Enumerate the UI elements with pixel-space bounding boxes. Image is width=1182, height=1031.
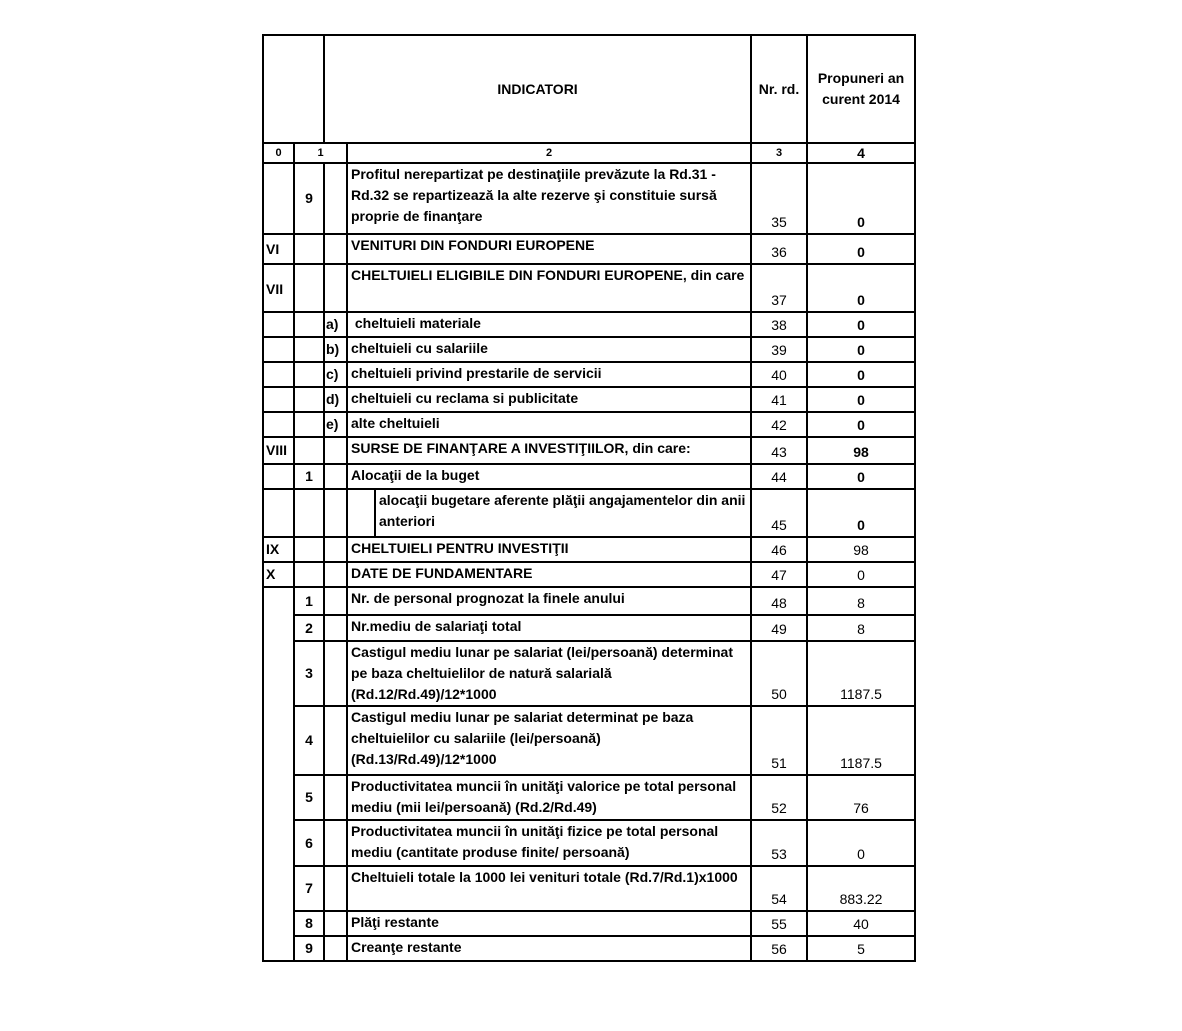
indicator-text: alte cheltuieli: [347, 412, 751, 437]
row-number: 46: [751, 537, 807, 562]
indicator-text: Castigul mediu lunar pe salariat determinat pe baza cheltuielilor cu salariile (lei/persoană) (Rd.13/Rd.49)/12*1000: [347, 706, 751, 775]
header-indicatori: INDICATORI: [324, 35, 751, 143]
row-number: 44: [751, 464, 807, 489]
row-number: 35: [751, 163, 807, 234]
indicator-text: cheltuieli cu reclama si publicitate: [347, 387, 751, 412]
row-number: 52: [751, 775, 807, 820]
roman-cell: [263, 337, 294, 362]
row-value: 0: [807, 562, 915, 587]
table-row: [263, 537, 915, 562]
roman-cell: [263, 163, 294, 234]
letter-cell: [324, 464, 347, 489]
roman-cell: VI: [263, 234, 294, 264]
table-row: [263, 362, 915, 387]
letter-cell: c): [324, 362, 347, 387]
table-row: [263, 387, 915, 412]
row-value: 0: [807, 264, 915, 312]
index-cell: [294, 562, 324, 587]
index-cell: 9: [294, 163, 324, 234]
roman-cell: [263, 464, 294, 489]
table-row: [263, 412, 915, 437]
table-row: [263, 615, 915, 641]
indicator-text: Cheltuieli totale la 1000 lei venituri totale (Rd.7/Rd.1)x1000: [347, 866, 751, 911]
roman-cell: VIII: [263, 437, 294, 464]
table-row: [263, 464, 915, 489]
letter-cell: [324, 820, 347, 866]
letter-cell: [324, 163, 347, 234]
table-row: [263, 775, 915, 820]
letter-cell: [324, 866, 347, 911]
row-value: 883.22: [807, 866, 915, 911]
index-cell: [294, 337, 324, 362]
table-row: [263, 437, 915, 464]
index-cell: [294, 489, 324, 537]
letter-cell: [324, 562, 347, 587]
letter-cell: [324, 489, 347, 537]
indicator-text: Plăţi restante: [347, 911, 751, 936]
index-cell: [294, 437, 324, 464]
indicator-text: VENITURI DIN FONDURI EUROPENE: [347, 234, 751, 264]
row-number: 36: [751, 234, 807, 264]
row-value: 0: [807, 362, 915, 387]
roman-cell: VII: [263, 264, 294, 312]
index-cell: 3: [294, 641, 324, 706]
letter-cell: [324, 936, 347, 961]
table-row: [263, 820, 915, 866]
index-cell: [294, 264, 324, 312]
row-value: 0: [807, 163, 915, 234]
table-row: [263, 264, 915, 312]
row-value: 1187.5: [807, 706, 915, 775]
index-cell: [294, 412, 324, 437]
roman-cell: [263, 387, 294, 412]
index-cell: [294, 362, 324, 387]
indicator-text: Nr.mediu de salariaţi total: [347, 615, 751, 641]
column-index-3: 3: [751, 143, 807, 163]
table-row: [263, 706, 915, 775]
index-cell: 7: [294, 866, 324, 911]
letter-cell: [324, 234, 347, 264]
row-number: 47: [751, 562, 807, 587]
letter-cell: d): [324, 387, 347, 412]
row-value: 8: [807, 587, 915, 615]
row-number: 39: [751, 337, 807, 362]
letter-cell: [324, 264, 347, 312]
index-cell: 1: [294, 587, 324, 615]
letter-cell: [324, 537, 347, 562]
table-row: [263, 641, 915, 706]
indicator-text: alocaţii bugetare aferente plăţii angajamentelor din anii anteriori: [375, 489, 751, 537]
header-blank-cell: [263, 35, 324, 143]
letter-cell: [324, 706, 347, 775]
indicator-text: SURSE DE FINANŢARE A INVESTIŢIILOR, din care:: [347, 437, 751, 464]
indicator-text: Profitul nerepartizat pe destinaţiile prevăzute la Rd.31 - Rd.32 se repartizează la alte rezerve şi constituie sursă proprie de finanţare: [347, 163, 751, 234]
indicator-text: Castigul mediu lunar pe salariat (lei/persoană) determinat pe baza cheltuielilor de natură salarială (Rd.12/Rd.49)/12*1000: [347, 641, 751, 706]
table-row: [263, 337, 915, 362]
letter-cell: [324, 775, 347, 820]
indicator-text: Productivitatea muncii în unităţi fizice pe total personal mediu (cantitate produse finite/ persoană): [347, 820, 751, 866]
roman-cell-span: [263, 587, 294, 961]
index-cell: [294, 387, 324, 412]
letter-cell: [324, 911, 347, 936]
roman-cell: [263, 312, 294, 337]
indicator-text: DATE DE FUNDAMENTARE: [347, 562, 751, 587]
header-propuneri: Propuneri an curent 2014: [807, 35, 915, 143]
table-row: [263, 234, 915, 264]
row-number: 42: [751, 412, 807, 437]
letter-cell: a): [324, 312, 347, 337]
row-value: 5: [807, 936, 915, 961]
row-number: 56: [751, 936, 807, 961]
index-cell: 4: [294, 706, 324, 775]
row-number: 40: [751, 362, 807, 387]
index-cell: 6: [294, 820, 324, 866]
table-row: [263, 936, 915, 961]
indicator-text: Nr. de personal prognozat la finele anului: [347, 587, 751, 615]
sub-indent-cell: [347, 489, 375, 537]
row-value: 0: [807, 489, 915, 537]
row-number: 49: [751, 615, 807, 641]
row-number: 37: [751, 264, 807, 312]
column-index-1: 1: [294, 143, 347, 163]
indicators-table: [262, 34, 916, 962]
roman-cell: [263, 362, 294, 387]
row-value: 0: [807, 820, 915, 866]
letter-cell: [324, 587, 347, 615]
column-index-4: 4: [807, 143, 915, 163]
row-value: 8: [807, 615, 915, 641]
indicator-text: Alocaţii de la buget: [347, 464, 751, 489]
row-number: 50: [751, 641, 807, 706]
table-row: [263, 587, 915, 615]
row-number: 51: [751, 706, 807, 775]
indicator-text: cheltuieli privind prestarile de servicii: [347, 362, 751, 387]
row-value: 0: [807, 387, 915, 412]
letter-cell: e): [324, 412, 347, 437]
row-value: 0: [807, 337, 915, 362]
letter-cell: [324, 615, 347, 641]
roman-cell: [263, 489, 294, 537]
index-cell: 1: [294, 464, 324, 489]
roman-cell: IX: [263, 537, 294, 562]
index-cell: 9: [294, 936, 324, 961]
letter-cell: [324, 437, 347, 464]
index-cell: 8: [294, 911, 324, 936]
row-value: 98: [807, 537, 915, 562]
table-row: [263, 562, 915, 587]
index-cell: [294, 537, 324, 562]
row-value: 0: [807, 312, 915, 337]
column-index-2: 2: [347, 143, 751, 163]
roman-cell: [263, 412, 294, 437]
indicator-text: Productivitatea muncii în unităţi valorice pe total personal mediu (mii lei/persoană) (Rd.2/Rd.49): [347, 775, 751, 820]
row-number: 38: [751, 312, 807, 337]
index-cell: [294, 234, 324, 264]
column-index-0: 0: [263, 143, 294, 163]
budget-indicators-document: [262, 34, 914, 968]
indicator-text: cheltuieli cu salariile: [347, 337, 751, 362]
row-number: 55: [751, 911, 807, 936]
column-index-row: [263, 143, 915, 163]
row-value: 1187.5: [807, 641, 915, 706]
indicator-text: CHELTUIELI PENTRU INVESTIŢII: [347, 537, 751, 562]
row-value: 0: [807, 234, 915, 264]
row-value: 0: [807, 412, 915, 437]
row-value: 98: [807, 437, 915, 464]
row-number: 41: [751, 387, 807, 412]
roman-cell: X: [263, 562, 294, 587]
row-number: 54: [751, 866, 807, 911]
index-cell: 5: [294, 775, 324, 820]
letter-cell: b): [324, 337, 347, 362]
header-row: [263, 35, 915, 143]
row-number: 48: [751, 587, 807, 615]
indicator-text: cheltuieli materiale: [347, 312, 751, 337]
letter-cell: [324, 641, 347, 706]
row-value: 40: [807, 911, 915, 936]
index-cell: [294, 312, 324, 337]
header-nr-rd: Nr. rd.: [751, 35, 807, 143]
indicator-text: Creanţe restante: [347, 936, 751, 961]
row-number: 43: [751, 437, 807, 464]
row-value: 76: [807, 775, 915, 820]
table-row: [263, 312, 915, 337]
row-number: 53: [751, 820, 807, 866]
table-row: [263, 911, 915, 936]
indicator-text: CHELTUIELI ELIGIBILE DIN FONDURI EUROPENE, din care: [347, 264, 751, 312]
row-number: 45: [751, 489, 807, 537]
table-row: [263, 489, 915, 537]
row-value: 0: [807, 464, 915, 489]
table-row: [263, 163, 915, 234]
index-cell: 2: [294, 615, 324, 641]
table-row: [263, 866, 915, 911]
